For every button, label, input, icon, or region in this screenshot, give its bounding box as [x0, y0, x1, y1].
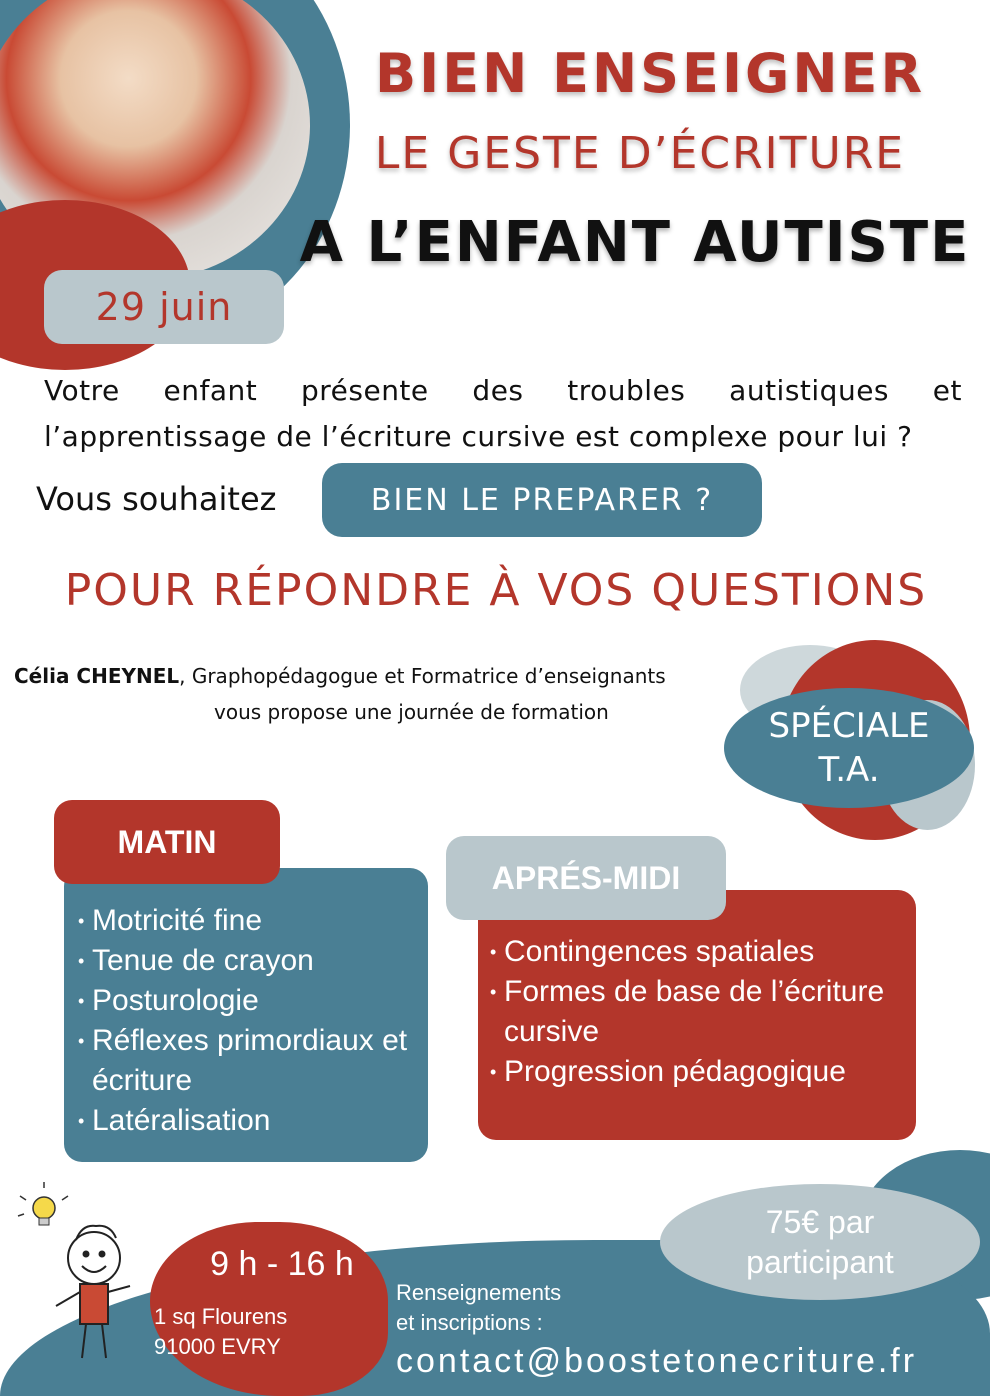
address-line1: 1 sq Flourens — [154, 1304, 288, 1329]
title-line-2: LE GESTE D’ÉCRITURE — [374, 128, 906, 179]
special-badge-line1: SPÉCIALE — [768, 706, 930, 746]
list-item: • Formes de base de l’écriture cursive — [490, 972, 910, 1052]
kid-drawing-icon — [56, 1226, 130, 1358]
apres-midi-list — [490, 932, 910, 1092]
special-badge — [724, 688, 974, 808]
address — [154, 1302, 287, 1362]
prepare-badge: BIEN LE PREPARER ? — [322, 463, 762, 537]
list-item: • Contingences spatiales — [490, 932, 910, 972]
intro-text: Votre enfant présente des troubles autistiques et l’apprentissage de l’écriture cursive est complexe pour lui ? — [44, 374, 962, 453]
list-item: • Réflexes primordiaux et écriture — [78, 1021, 428, 1101]
info-line1: Renseignements — [396, 1280, 562, 1305]
trainer-role: , Graphopédagogue et Formatrice d’enseignants — [179, 664, 666, 688]
apres-midi-label: APRÉS-MIDI — [446, 836, 726, 920]
date-badge: 29 juin — [44, 270, 284, 344]
contact-email-link[interactable]: contact@boostetonecriture.fr — [396, 1342, 918, 1380]
title-line-3: A L’ENFANT AUTISTE — [299, 210, 971, 275]
list-item: • Latéralisation — [78, 1101, 428, 1141]
price-line1: 75€ par — [765, 1204, 875, 1240]
price-badge — [660, 1184, 980, 1300]
questions-heading: POUR RÉPONDRE À VOS QUESTIONS — [64, 565, 928, 616]
lightbulb-icon — [18, 1182, 68, 1225]
matin-label: MATIN — [54, 800, 280, 884]
trainer-line-2: vous propose une journée de formation — [214, 700, 609, 724]
list-item: • Tenue de crayon — [78, 941, 428, 981]
info-line2: et inscriptions : — [396, 1310, 543, 1335]
trainer-line — [14, 664, 666, 688]
list-item: • Motricité fine — [78, 901, 428, 941]
special-badge-line2: T.A. — [818, 750, 880, 790]
address-line2: 91000 EVRY — [154, 1334, 281, 1359]
matin-list — [78, 901, 428, 1141]
souhaitez-text: Vous souhaitez — [36, 480, 277, 518]
trainer-name: Célia CHEYNEL — [14, 664, 180, 688]
mascot-illustration — [12, 1180, 142, 1370]
title-line-1: BIEN ENSEIGNER — [374, 42, 926, 105]
hours-text: 9 h - 16 h — [210, 1245, 354, 1283]
info-text — [396, 1278, 561, 1338]
list-item: • Progression pédagogique — [490, 1052, 910, 1092]
price-line2: participant — [746, 1244, 894, 1280]
list-item: • Posturologie — [78, 981, 428, 1021]
